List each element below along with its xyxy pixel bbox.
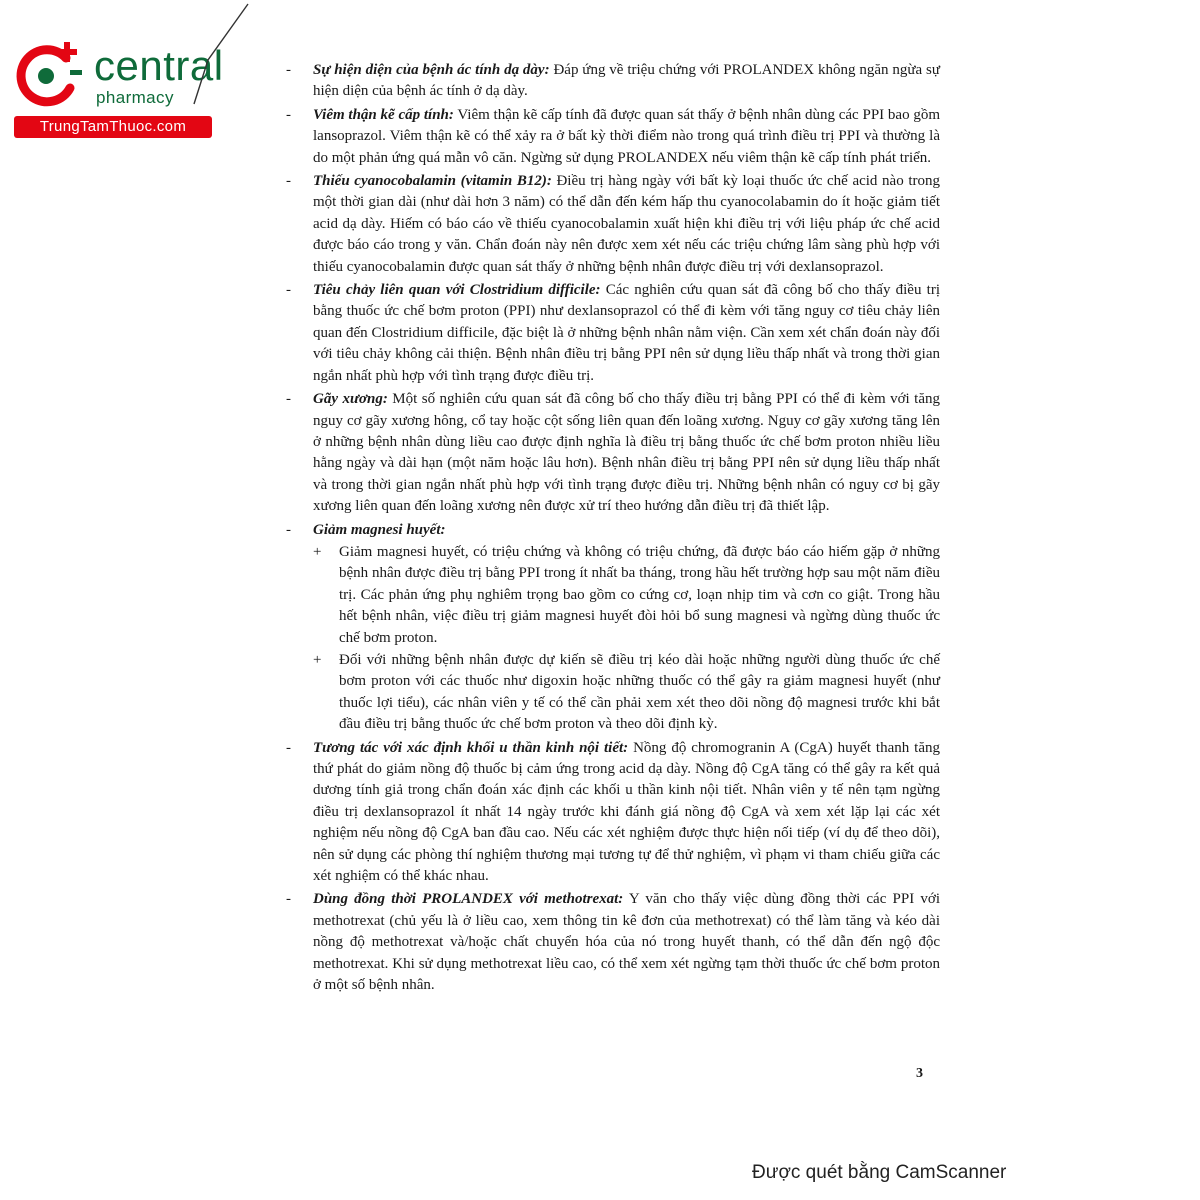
section-item (280, 280, 940, 387)
document-body (280, 60, 940, 998)
bullet-dash: - (286, 891, 291, 908)
bullet-dash: - (286, 282, 291, 299)
section-term: Giảm magnesi huyết: (313, 521, 446, 538)
section-text: Y văn cho thấy việc dùng đồng thời các PPI với methotrexat (chủ yếu là ở liều cao, xem thông tin kê đơn của methotrexat) có thể làm tăng và kéo dài nồng độ methotrexat và/hoặc chất chuyển hóa của nó trong huyết thanh, có thể dẫn đến ngộ độc methotrexat. Khi sử dụng methotrexat liều cao, có thể xem xét ngừng tạm thời thuốc ức chế bơm proton ở một số bệnh nhân. (313, 891, 940, 994)
section-paragraph (313, 280, 940, 387)
section-term: Sự hiện diện của bệnh ác tính dạ dày: (313, 62, 550, 78)
section-item (280, 171, 940, 278)
section-term: Tương tác với xác định khối u thần kinh nội tiết: (313, 739, 629, 756)
section-paragraph (313, 389, 940, 517)
pen-mark-icon (180, 0, 260, 110)
bullet-dash: - (286, 739, 291, 756)
section-item (280, 889, 940, 996)
sub-item-text: Giảm magnesi huyết, có triệu chứng và không có triệu chứng, đã được báo cáo hiếm gặp ở những bệnh nhân được điều trị bằng PPI trong ít nhất ba tháng, trong hầu hết trường hợp sau một năm điều trị. Các phản ứng phụ nghiêm trọng bao gồm co cứng cơ, loạn nhịp tim và cơn co giật. Trong hầu hết bệnh nhân, việc điều trị giảm magnesi huyết đòi hỏi bổ sung magnesi và ngừng dùng thuốc ức chế bơm proton. (339, 543, 940, 646)
bullet-plus: + (313, 543, 322, 560)
bullet-dash: - (286, 106, 291, 123)
bullet-dash: - (286, 391, 291, 408)
section-paragraph (313, 60, 940, 103)
section-item (280, 105, 940, 169)
section-term: Dùng đồng thời PROLANDEX với methotrexat: (313, 891, 624, 908)
sub-item (313, 650, 940, 736)
section-paragraph (313, 105, 940, 169)
section-item (280, 60, 940, 103)
section-text: Các nghiên cứu quan sát đã công bố cho thấy điều trị bằng thuốc ức chế bơm proton (PPI) như dexlansoprazol có thể đi kèm với tăng nguy cơ tiêu chảy liên quan đến Clostridium difficile, đặc biệt là ở những bệnh nhân nằm viện. Cần xem xét chẩn đoán này đối với tiêu chảy không cải thiện. Bệnh nhân điều trị bằng PPI nên sử dụng liều thấp nhất và trong thời gian ngắn nhất phù hợp với tình trạng được điều trị. (313, 282, 940, 384)
bullet-dash: - (286, 521, 291, 538)
section-paragraph (313, 520, 940, 541)
logo-website: TrungTamThuoc.com (14, 116, 212, 138)
bullet-dash: - (286, 62, 291, 78)
section-text: Viêm thận kẽ cấp tính đã được quan sát thấy ở bệnh nhân dùng các PPI bao gồm lansoprazol. Viêm thận kẽ có thể xảy ra ở bất kỳ thời điểm nào trong quá trình điều trị PPI và thường là do một phản ứng quá mẫn vô căn. Ngừng sử dụng PROLANDEX nếu viêm thận kẽ cấp tính phát triển. (313, 106, 940, 166)
section-text: Đáp ứng về triệu chứng với PROLANDEX không ngăn ngừa sự hiện diện của bệnh ác tính ở dạ dày. (313, 62, 940, 100)
bullet-plus: + (313, 651, 322, 668)
scan-footer: Được quét bằng CamScanner (752, 1162, 1007, 1183)
section-term: Tiêu chảy liên quan với Clostridium difficile: (313, 282, 601, 299)
section-item (280, 520, 940, 736)
section-text: Điều trị hàng ngày với bất kỳ loại thuốc ức chế acid nào trong một thời gian dài (như dài hơn 3 năm) có thể dẫn đến kém hấp thu cyanocolabamin do ít hoặc giảm tiết acid dạ dày. Hiếm có báo cáo về thiếu cyanocobalamin xuất hiện khi điều trị với liệu pháp ức chế acid được báo cáo trong y văn. Chẩn đoán này nên được xem xét nếu các triệu chứng lâm sàng phù hợp với thiếu cyanocobalamin được quan sát thấy ở những bệnh nhân được điều trị với dexlansoprazol. (313, 173, 940, 275)
logo-tagline: pharmacy (96, 88, 174, 107)
section-term: Viêm thận kẽ cấp tính: (313, 106, 454, 123)
section-paragraph (313, 738, 940, 888)
logo-name: central (94, 42, 224, 89)
section-text: Một số nghiên cứu quan sát đã công bố cho thấy điều trị bằng PPI có thể đi kèm với tăng nguy cơ gãy xương hông, cổ tay hoặc cột sống liên quan đến loãng xương. Nguy cơ gãy xương tăng lên ở những bệnh nhân dùng liều cao được định nghĩa là điều trị bằng thuốc ức chế bơm proton nhiều liều hằng ngày và dài hạn (một năm hoặc lâu hơn). Bệnh nhân điều trị bằng PPI nên sử dụng liều thấp nhất và trong thời gian ngắn nhất phù hợp với tình trạng được điều trị. Những bệnh nhân có nguy cơ bị gãy xương liên quan đến loãng xương nên được xử trí theo hướng dẫn điều trị đã thiết lập. (313, 391, 940, 515)
section-text: Nồng độ chromogranin A (CgA) huyết thanh tăng thứ phát do giảm nồng độ thuốc bị cảm ứng trong acid dạ dày. Nồng độ CgA tăng có thể gây ra kết quả dương tính giả trong chẩn đoán xác định các khối u thần kinh nội tiết. Nhân viên y tế nên tạm ngừng điều trị dexlansoprazol ít nhất 14 ngày trước khi đánh giá nồng độ CgA và xem xét lặp lại các xét nghiệm nếu nồng độ CgA ban đầu cao. Nếu các xét nghiệm được thực hiện nối tiếp (ví dụ để theo dõi), nên sử dụng các phòng thí nghiệm thương mại tương tự để thử nghiệm, vì phạm vi tham chiếu giữa các xét nghiệm có thể khác nhau. (313, 739, 940, 885)
section-item (280, 738, 940, 888)
section-term: Gãy xương: (313, 391, 388, 408)
sub-item (313, 542, 940, 649)
section-paragraph (313, 889, 940, 996)
page-number: 3 (916, 1066, 923, 1081)
section-item (280, 389, 940, 517)
section-term: Thiếu cyanocobalamin (vitamin B12): (313, 173, 552, 190)
bullet-dash: - (286, 173, 291, 190)
pharmacy-cross-logo-icon (8, 36, 88, 116)
sub-item-text: Đối với những bệnh nhân được dự kiến sẽ điều trị kéo dài hoặc những người dùng thuốc ức chế bơm proton với các thuốc như digoxin hoặc những thuốc có thể gây ra giảm magnesi huyết (như thuốc lợi tiểu), các nhân viên y tế có thể cần phải xem xét theo dõi nồng độ magnesi trước khi bắt đầu điều trị bằng thuốc ức chế bơm proton và theo dõi định kỳ. (339, 651, 940, 733)
section-paragraph (313, 171, 940, 278)
